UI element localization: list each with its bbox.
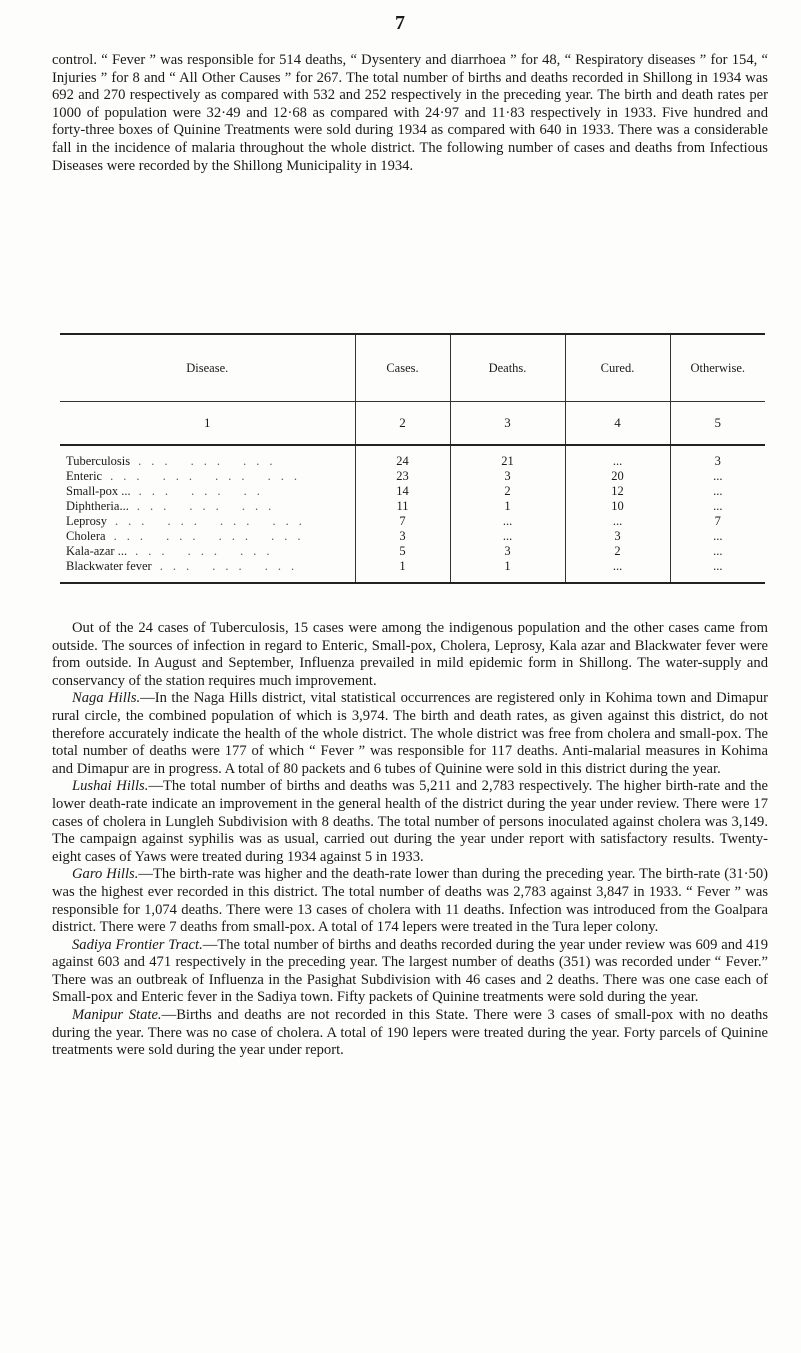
cases-cell: 14	[355, 484, 450, 499]
paragraph-text: —The total number of births and deaths was 5,211 and 2,783 respectively. The higher birth-rate and the lower death-rate indicate an improvement in the general health of the district during the year under review. There were 17 cases of cholera in Lungleh Subdivision with 8 deaths. The total number of persons inoculated against cholera was 3,149. The campaign against syphilis was as usual, carried out during the year under report with satisfactory results. Twenty-eight cases of Yaws were treated during 1934 against 5 in 1933.	[52, 778, 768, 865]
disease-cell	[60, 469, 355, 484]
section-heading: Naga Hills.	[72, 690, 141, 707]
disease-name: Leprosy	[66, 514, 107, 528]
disease-cell	[60, 514, 355, 529]
otherwise-cell: ...	[713, 484, 723, 498]
disease-cell	[60, 529, 355, 544]
disease-name: Kala-azar ...	[66, 544, 128, 558]
table-body	[60, 445, 765, 583]
otherwise-cell: ...	[713, 469, 723, 483]
infectious-diseases-table	[60, 333, 765, 584]
disease-name: Cholera	[66, 529, 106, 543]
table-row	[60, 499, 765, 514]
body-paragraph	[52, 620, 768, 690]
leader-dots: ... ... ... ...	[113, 529, 311, 543]
header-cases: Cases.	[355, 334, 450, 402]
column-number: 5	[670, 402, 765, 446]
disease-name: Blackwater fever	[66, 559, 152, 573]
cases-cell: 3	[355, 529, 450, 544]
section-heading: Manipur State.	[72, 1007, 162, 1024]
table-row	[60, 559, 765, 583]
otherwise-cell: ...	[713, 529, 723, 543]
section-heading: Garo Hills.	[72, 866, 139, 883]
cured-cell: 12	[565, 484, 670, 499]
deaths-cell: 21	[450, 445, 565, 469]
table-row	[60, 445, 765, 469]
section-heading: Lushai Hills.	[72, 778, 149, 795]
paragraph-text: —Births and deaths are not recorded in this State. There were 3 cases of small-pox with no deaths during the year. There was no case of cholera. A total of 190 lepers were treated during the year. Forty parcels of Quinine treatments were sold during the year under report.	[52, 1007, 768, 1059]
column-number: 2	[355, 402, 450, 446]
table-column-number-row	[60, 402, 765, 446]
deaths-cell: 2	[450, 484, 565, 499]
column-number: 3	[450, 402, 565, 446]
header-cured: Cured.	[565, 334, 670, 402]
section-heading: Sadiya Frontier Tract.	[72, 936, 203, 953]
deaths-cell: 1	[450, 499, 565, 514]
table-row	[60, 544, 765, 559]
body-paragraph	[52, 866, 768, 936]
leader-dots: ... ... ...	[136, 499, 282, 513]
leader-dots: ... ... ... ...	[110, 469, 307, 483]
cured-cell: ...	[565, 514, 670, 529]
table-row	[60, 514, 765, 529]
column-number: 4	[565, 402, 670, 446]
disease-name: Enteric	[66, 469, 103, 483]
column-number: 1	[60, 402, 355, 446]
otherwise-cell: ...	[713, 499, 723, 513]
cured-cell: 10	[565, 499, 670, 514]
body-paragraph	[52, 690, 768, 778]
disease-name: Tuberculosis	[66, 454, 131, 468]
cases-cell: 5	[355, 544, 450, 559]
disease-cell	[60, 445, 355, 469]
leader-dots: ... ... ..	[138, 484, 270, 498]
deaths-cell: 3	[450, 469, 565, 484]
disease-name: Small-pox ...	[66, 484, 131, 498]
disease-cell	[60, 499, 355, 514]
deaths-cell: ...	[450, 514, 565, 529]
table-row	[60, 529, 765, 544]
cases-cell: 24	[355, 445, 450, 469]
page-number: 7	[395, 12, 405, 34]
otherwise-cell: 3	[714, 454, 721, 468]
otherwise-cell: 7	[714, 514, 721, 528]
disease-cell	[60, 559, 355, 583]
cases-cell: 11	[355, 499, 450, 514]
leader-dots: ... ... ...	[159, 559, 305, 573]
cases-cell: 1	[355, 559, 450, 583]
header-deaths: Deaths.	[450, 334, 565, 402]
paragraph-text: —In the Naga Hills district, vital statistical occurrences are registered only in Kohima town and Dimapur rural circle, the combined population of which is 3,974. The birth and death rates, as given against this district, do not therefore accurately indicate the health of the whole district. The whole district was free from cholera and small-pox. The total number of deaths were 177 of which “ Fever ” was responsible for 117 deaths. Anti-malarial measures in Kohima and Dimapur are in progress. A total of 80 packets and 6 tubes of Quinine were sold in this district during the year.	[52, 690, 768, 777]
disease-name: Diphtheria...	[66, 499, 129, 513]
body-paragraph	[52, 937, 768, 1007]
deaths-cell: 3	[450, 544, 565, 559]
body-paragraph	[52, 778, 768, 866]
cases-cell: 23	[355, 469, 450, 484]
cured-cell: ...	[565, 445, 670, 469]
header-otherwise: Otherwise.	[670, 334, 765, 402]
paragraph-text: —The birth-rate was higher and the death-rate lower than during the preceding year. The birth-rate (31·50) was the highest ever recorded in this district. The total number of deaths was 2,783 against 3,847 in 1933. “ Fever ” was responsible for 1,074 deaths. There were 13 cases of cholera with 11 deaths. Infection was introduced from the Goalpara district. There were 7 deaths from small-pox. A total of 174 lepers were treated in the Tura leper colony.	[52, 866, 768, 936]
disease-cell	[60, 544, 355, 559]
body-paragraph	[52, 1007, 768, 1060]
cured-cell: 20	[565, 469, 670, 484]
leader-dots: ... ... ...	[135, 544, 280, 558]
disease-cell	[60, 484, 355, 499]
paragraph-text: Out of the 24 cases of Tuberculosis, 15 cases were among the indigenous population and the other cases came from outside. The sources of infection in regard to Enteric, Small-pox, Cholera, Leprosy, Kala azar and Blackwater fever were from outside. In August and September, Influenza prevailed in mild epidemic form in Shillong. The water-supply and conservancy of the station requires much improvement.	[52, 620, 768, 689]
table-row	[60, 484, 765, 499]
deaths-cell: ...	[450, 529, 565, 544]
table-header-row	[60, 334, 765, 402]
paragraph-text: —The total number of births and deaths recorded during the year under review was 609 and 419 against 603 and 471 respectively in the preceding year. The largest number of deaths (351) was recorded under “ Fever.” There was an outbreak of Influenza in the Pasighat Subdivision with 46 cases and 2 deaths. There was one case each of Small-pox and Enteric fever in the Sadiya town. Fifty packets of Quinine treatments were sold during the year.	[52, 936, 768, 1006]
cured-cell: ...	[565, 559, 670, 583]
table-row	[60, 469, 765, 484]
header-disease: Disease.	[60, 334, 355, 402]
cases-cell: 7	[355, 514, 450, 529]
cured-cell: 3	[565, 529, 670, 544]
leader-dots: ... ... ... ...	[114, 514, 312, 528]
otherwise-cell: ...	[713, 544, 723, 558]
intro-paragraph: control. “ Fever ” was responsible for 514 deaths, “ Dysentery and diarrhoea ” for 48, “ Respiratory diseases ” for 154, “ Injuries ” for 8 and “ All Other Causes ” for 267. The total number of births and deaths recorded in Shillong in 1934 was 692 and 270 respectively as compared with 532 and 252 respectively in the preceding year. The birth and death rates per 1000 of population were 32·49 and 12·68 as compared with 24·97 and 11·83 respectively in 1933. Five hundred and forty-three boxes of Quinine Treatments were sold during 1934 as compared with 640 in 1933. There was a considerable fall in the incidence of malaria throughout the whole district. The following number of cases and deaths from Infectious Diseases were recorded by the Shillong Municipality in 1934.	[52, 52, 768, 174]
otherwise-cell: ...	[713, 559, 723, 573]
cured-cell: 2	[565, 544, 670, 559]
leader-dots: ... ... ...	[138, 454, 283, 468]
report-body	[52, 620, 768, 1060]
deaths-cell: 1	[450, 559, 565, 583]
